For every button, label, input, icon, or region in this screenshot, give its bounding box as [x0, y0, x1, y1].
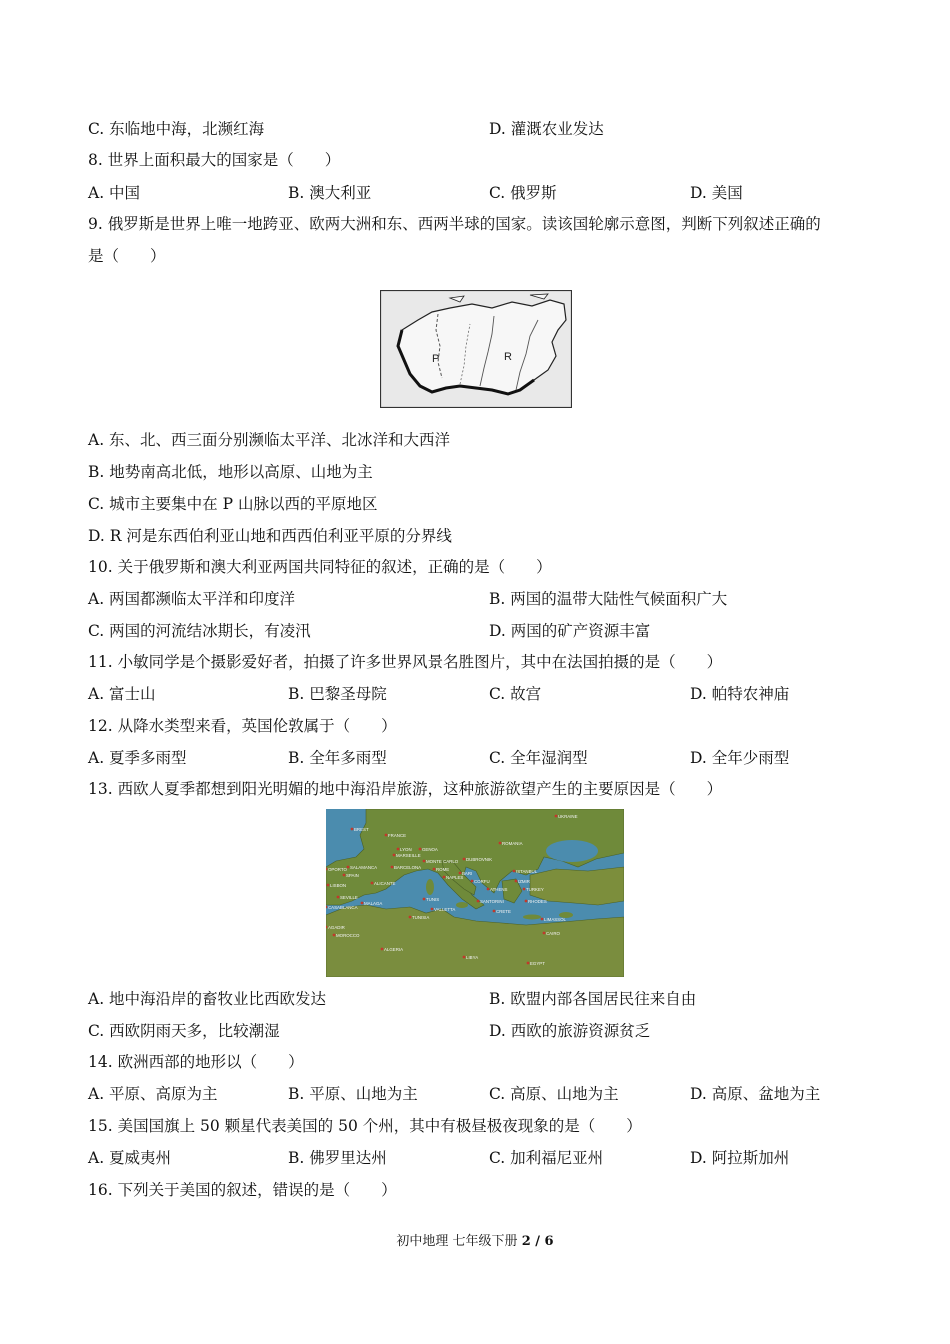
q16-stem: 16. 下列关于美国的叙述，错误的是（ ）	[88, 1181, 397, 1199]
city-dot	[385, 834, 388, 837]
map-label: ISTANBUL	[516, 869, 538, 874]
q9-option-d: D. R 河是东西伯利亚山地和西西伯利亚平原的分界线	[88, 527, 452, 545]
city-dot	[397, 848, 400, 851]
map-label: BARI	[462, 871, 473, 876]
q12-option-d: D. 全年少雨型	[690, 749, 790, 767]
q15-option-a: A. 夏威夷州	[88, 1149, 172, 1167]
q14-option-a: A. 平原、高原为主	[88, 1085, 218, 1103]
city-dot	[471, 880, 474, 883]
q10-option-d: D. 两国的矿产资源丰富	[489, 622, 651, 640]
city-dot	[499, 842, 502, 845]
city-dot	[443, 876, 446, 879]
city-dot	[419, 848, 422, 851]
city-dot	[487, 888, 490, 891]
map-label: CORFU	[474, 879, 490, 884]
map-label: TUNISIA	[412, 915, 430, 920]
city-dot	[371, 882, 374, 885]
city-dot	[351, 828, 354, 831]
map-label: SPAIN	[346, 873, 359, 878]
q11-option-b: B. 巴黎圣母院	[288, 685, 387, 703]
map-label: LYON	[400, 847, 412, 852]
map-label: TURKEY	[526, 887, 544, 892]
map-label: OPORTO	[328, 867, 347, 872]
q8-option-d: D. 美国	[690, 184, 743, 202]
q7-option-c: C. 东临地中海，北濒红海	[88, 120, 265, 138]
q12-stem: 12. 从降水类型来看，英国伦敦属于（ ）	[88, 717, 397, 735]
map-label: NAPLES	[446, 875, 464, 880]
city-dot	[555, 815, 558, 818]
q9-option-c: C. 城市主要集中在 P 山脉以西的平原地区	[88, 495, 378, 513]
city-dot	[459, 872, 462, 875]
q9-stem-line2: 是（ ）	[88, 247, 166, 265]
q14-stem: 14. 欧洲西部的地形以（ ）	[88, 1053, 304, 1071]
map-label: CRETE	[496, 909, 511, 914]
q15-option-c: C. 加利福尼亚州	[489, 1149, 604, 1167]
city-dot	[477, 900, 480, 903]
city-dot	[527, 962, 530, 965]
q10-stem: 10. 关于俄罗斯和澳大利亚两国共同特征的叙述，正确的是（ ）	[88, 558, 552, 576]
map-label: MALAGA	[364, 901, 383, 906]
footer-text: 初中地理 七年级下册	[396, 1234, 522, 1249]
q12-option-b: B. 全年多雨型	[288, 749, 387, 767]
map-label: MARSEILLE	[396, 853, 421, 858]
city-dot	[541, 918, 544, 921]
q9-option-b: B. 地势南高北低，地形以高原、山地为主	[88, 463, 373, 481]
q11-option-d: D. 帕特农神庙	[690, 685, 790, 703]
city-dot	[493, 910, 496, 913]
russia-outline-map	[380, 290, 572, 408]
city-dot	[337, 896, 340, 899]
map-label: VALLETTA	[434, 907, 456, 912]
q14-option-c: C. 高原、山地为主	[489, 1085, 619, 1103]
city-dot	[343, 874, 346, 877]
city-dot	[433, 868, 436, 871]
city-dot	[393, 854, 396, 857]
q11-option-c: C. 故宫	[489, 685, 542, 703]
q8-option-b: B. 澳大利亚	[288, 184, 372, 202]
city-dot	[543, 932, 546, 935]
q10-option-a: A. 两国都濒临太平洋和印度洋	[88, 590, 296, 608]
city-dot	[463, 858, 466, 861]
map-label: FRANCE	[388, 833, 407, 838]
map-label: TUNIS	[426, 897, 440, 902]
city-dot	[525, 900, 528, 903]
map-label: ROMANIA	[502, 841, 523, 846]
map-label: BARCELONA	[394, 865, 422, 870]
q9-stem-line1: 9. 俄罗斯是世界上唯一地跨亚、欧两大洲和东、西两半球的国家。读该国轮廓示意图，判断下列叙述正确的	[88, 215, 821, 233]
q8-option-a: A. 中国	[88, 184, 141, 202]
city-dot	[513, 870, 516, 873]
map-label: LISBON	[330, 883, 347, 888]
city-dot	[423, 898, 426, 901]
q13-stem: 13. 西欧人夏季都想到阳光明媚的地中海沿岸旅游，这种旅游欲望产生的主要原因是（ ）	[88, 780, 723, 798]
city-dot	[361, 902, 364, 905]
q10-option-c: C. 两国的河流结冰期长，有凌汛	[88, 622, 311, 640]
q14-option-b: B. 平原、山地为主	[288, 1085, 418, 1103]
map-label: AGADIR	[328, 925, 345, 930]
page-number: 2 / 6	[521, 1234, 554, 1249]
map-label: ALICANTE	[374, 881, 396, 886]
q11-option-a: A. 富士山	[88, 685, 156, 703]
q11-stem: 11. 小敏同学是个摄影爱好者，拍摄了许多世界风景名胜图片，其中在法国拍摄的是（ ）	[88, 653, 723, 671]
map-label: BREST	[354, 827, 369, 832]
city-dot	[515, 880, 518, 883]
map-label: LIBYA	[466, 955, 479, 960]
map-label: DUBROVNIK	[466, 857, 493, 862]
map-label: ROME	[436, 867, 450, 872]
q15-option-b: B. 佛罗里达州	[288, 1149, 387, 1167]
q13-option-a: A. 地中海沿岸的畜牧业比西欧发达	[88, 990, 327, 1008]
q8-option-c: C. 俄罗斯	[489, 184, 557, 202]
map-label: ATHENS	[490, 887, 508, 892]
city-dot	[347, 866, 350, 869]
map-label: SANTORINI	[480, 899, 504, 904]
map-label-p: P	[432, 353, 440, 365]
q13-option-c: C. 西欧阴雨天多，比较潮湿	[88, 1022, 280, 1040]
map-label: SALAMANCA	[350, 865, 378, 870]
map-label: CASABLANCA	[328, 905, 358, 910]
map-label: EGYPT	[530, 961, 545, 966]
map-label: MOROCCO	[336, 933, 360, 938]
city-dot	[463, 956, 466, 959]
map-label: ALGERIA	[384, 947, 404, 952]
map-label: LIMASSOL	[544, 917, 566, 922]
city-dot	[423, 860, 426, 863]
q8-stem: 8. 世界上面积最大的国家是（ ）	[88, 151, 341, 169]
map-label: MONTE CARLO	[426, 859, 459, 864]
city-dot	[409, 916, 412, 919]
page-footer	[0, 1230, 950, 1249]
q12-option-a: A. 夏季多雨型	[88, 749, 187, 767]
q10-option-b: B. 两国的温带大陆性气候面积广大	[489, 590, 728, 608]
map-label: SEVILLE	[340, 895, 358, 900]
city-dot	[327, 884, 330, 887]
map-label: UKRAINE	[558, 814, 578, 819]
q15-option-d: D. 阿拉斯加州	[690, 1149, 790, 1167]
city-dot	[391, 866, 394, 869]
q13-option-b: B. 欧盟内部各国居民往来自由	[489, 990, 697, 1008]
q14-option-d: D. 高原、盆地为主	[690, 1085, 821, 1103]
map-label: CAIRO	[546, 931, 560, 936]
q9-option-a: A. 东、北、西三面分别濒临太平洋、北冰洋和大西洋	[88, 431, 451, 449]
mediterranean-map	[326, 809, 624, 977]
q13-option-d: D. 西欧的旅游资源贫乏	[489, 1022, 651, 1040]
city-dot	[523, 888, 526, 891]
map-label: RHODES	[528, 899, 547, 904]
city-dot	[333, 934, 336, 937]
map-label: IZMIR	[518, 879, 530, 884]
map-label: GENOA	[422, 847, 438, 852]
q7-option-d: D. 灌溉农业发达	[489, 120, 604, 138]
map-label-r: R	[504, 351, 512, 363]
city-dot	[381, 948, 384, 951]
q15-stem: 15. 美国国旗上 50 颗星代表美国的 50 个州，其中有极昼极夜现象的是（ ）	[88, 1117, 642, 1135]
q12-option-c: C. 全年湿润型	[489, 749, 588, 767]
city-dot	[431, 908, 434, 911]
